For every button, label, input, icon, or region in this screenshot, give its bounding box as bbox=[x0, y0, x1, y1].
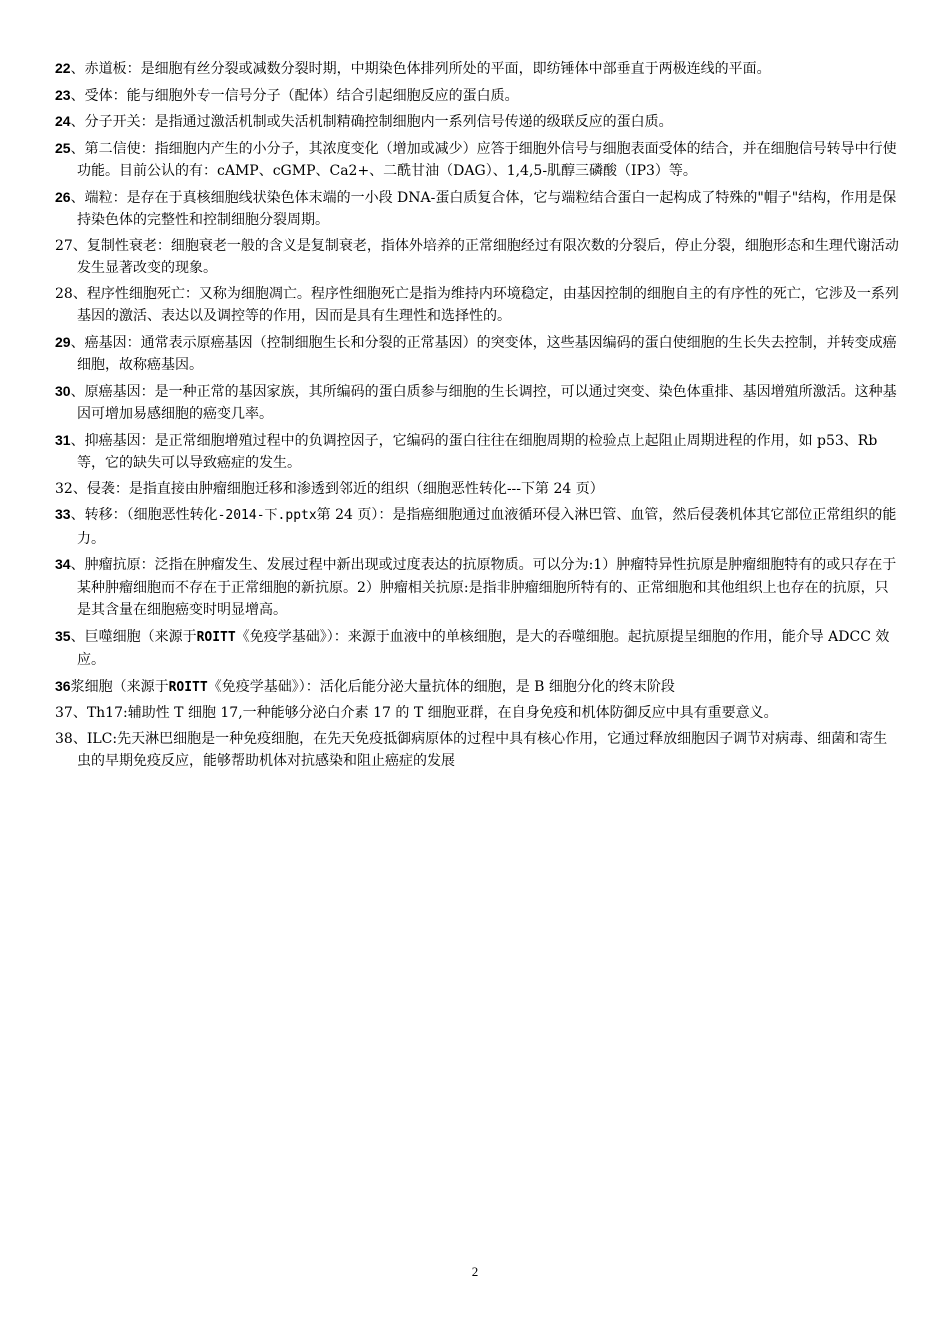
entry-number: 38 bbox=[55, 730, 73, 747]
definition-entry-23 bbox=[55, 84, 900, 108]
definition-entry-36 bbox=[55, 675, 900, 700]
entry-number: 28 bbox=[55, 285, 73, 302]
definition-entry-29 bbox=[55, 331, 900, 377]
entry-text: 《免疫学基础》）：活化后能分泌大量抗体的细胞，是 B 细胞分化的终末阶段 bbox=[207, 678, 675, 695]
definition-entry-22 bbox=[55, 57, 900, 81]
entry-number: 36 bbox=[55, 677, 71, 694]
definition-entry-30 bbox=[55, 380, 900, 426]
entry-number: 31 bbox=[55, 431, 71, 448]
entry-number: 23 bbox=[55, 86, 71, 103]
entry-text: 、Th17:辅助性 T 细胞 17,一种能够分泌白介素 17 的 T 细胞亚群，在自身免疫和机体防御反应中具有重要意义。 bbox=[72, 705, 778, 721]
definition-entry-35 bbox=[55, 625, 900, 672]
entry-text: 、赤道板：是细胞有丝分裂或减数分裂时期，中期染色体排列所处的平面，即纺锤体中部垂直于两极连线的平面。 bbox=[70, 61, 771, 77]
entry-text: 、巨噬细胞（来源于 bbox=[70, 628, 197, 645]
entry-text: 、第二信使：指细胞内产生的小分子，其浓度变化（增加或减少）应答于细胞外信号与细胞表面受体的结合，并在细胞信号转导中行使功能。目前公认的有：cAMP、cGMP、Ca2+、二酰甘油（DAG）、1,4,5-肌醇三磷酸（IP3）等。 bbox=[70, 140, 897, 179]
entry-text: 、原癌基因：是一种正常的基因家族，其所编码的蛋白质参与细胞的生长调控，可以通过突变、染色体重排、基因增殖所激活。这种基因可增加易感细胞的癌变几率。 bbox=[70, 383, 897, 422]
entry-number: 24 bbox=[55, 113, 71, 129]
entry-number: 26 bbox=[55, 188, 71, 205]
entry-source: ROITT bbox=[196, 629, 236, 645]
definition-entry-32 bbox=[55, 478, 900, 501]
definition-entry-27 bbox=[55, 235, 900, 280]
entry-number: 30 bbox=[55, 382, 71, 399]
entry-text: 浆细胞（来源于 bbox=[70, 678, 169, 695]
definition-entry-31 bbox=[55, 429, 900, 475]
definition-entry-38 bbox=[55, 728, 900, 773]
entry-text: 、程序性细胞死亡：又称为细胞凋亡。程序性细胞死亡是指为维持内环境稳定，由基因控制的细胞自主的有序性的死亡，它涉及一系列基因的激活、表达以及调控等的作用，因而是具有生理性和选择性的。 bbox=[72, 285, 899, 324]
definition-entry-26 bbox=[55, 186, 900, 232]
entry-text: 、受体：能与细胞外专一信号分子（配体）结合引起细胞反应的蛋白质。 bbox=[70, 87, 519, 104]
entry-number: 29 bbox=[55, 333, 71, 350]
definition-entry-24 bbox=[55, 110, 900, 134]
entry-number: 35 bbox=[55, 627, 71, 644]
entry-text: 、侵袭：是指直接由肿瘤细胞迁移和渗透到邻近的组织（细胞恶性转化---下第 24 页） bbox=[72, 480, 604, 497]
entry-text: 、转移：（细胞恶性转化 bbox=[70, 507, 218, 523]
document-body bbox=[55, 57, 900, 776]
entry-number: 37 bbox=[55, 705, 73, 721]
definition-entry-34 bbox=[55, 553, 900, 622]
entry-filename: -2014-下.pptx bbox=[217, 508, 317, 523]
entry-number: 32 bbox=[55, 480, 73, 497]
entry-text: 、癌基因：通常表示原癌基因（控制细胞生长和分裂的正常基因）的突变体，这些基因编码的蛋白使细胞的生长失去控制，并转变成癌细胞，故称癌基因。 bbox=[70, 334, 897, 373]
entry-text: 、肿瘤抗原：泛指在肿瘤发生、发展过程中新出现或过度表达的抗原物质。可以分为:1）肿瘤特异性抗原是肿瘤细胞特有的或只存在于某种肿瘤细胞而不存在于正常细胞的新抗原。2）肿瘤相关抗原:是指非肿瘤细胞所特有的、正常细胞和其他组织上也存在的抗原，只是其含量在细胞癌变时明显增高。 bbox=[70, 557, 897, 618]
entry-text: 、抑癌基因：是正常细胞增殖过程中的负调控因子，它编码的蛋白往往在细胞周期的检验点上起阻止周期进程的作用，如 p53、Rb 等，它的缺失可以导致癌症的发生。 bbox=[70, 432, 878, 471]
entry-number: 22 bbox=[55, 60, 71, 76]
entry-number: 33 bbox=[55, 506, 71, 522]
entry-text: 、分子开关：是指通过激活机制或失活机制精确控制细胞内一系列信号传递的级联反应的蛋白质。 bbox=[70, 114, 673, 130]
page-number: 2 bbox=[471, 1264, 479, 1279]
entry-number: 34 bbox=[55, 556, 71, 572]
entry-number: 25 bbox=[55, 139, 71, 156]
definition-entry-25 bbox=[55, 137, 900, 183]
entry-source: ROITT bbox=[168, 679, 208, 695]
definition-entry-33 bbox=[55, 503, 900, 550]
entry-text: 《免疫学基础》）：来源于血液中的单核细胞，是大的吞噬细胞。起抗原提呈细胞的作用，能介导 ADCC 效应。 bbox=[77, 628, 890, 668]
entry-text: 、复制性衰老：细胞衰老一般的含义是复制衰老，指体外培养的正常细胞经过有限次数的分裂后，停止分裂，细胞形态和生理代谢活动发生显著改变的现象。 bbox=[72, 237, 899, 276]
entry-text: 第 24 页）：是指癌细胞通过血液循环侵入淋巴管、血管，然后侵袭机体其它部位正常组织的能力。 bbox=[77, 507, 897, 547]
definition-entry-28 bbox=[55, 283, 900, 328]
entry-text: 、ILC:先天淋巴细胞是一种免疫细胞，在先天免疫抵御病原体的过程中具有核心作用，它通过释放细胞因子调节对病毒、细菌和寄生虫的早期免疫反应，能够帮助机体对抗感染和阻止癌症的发展 bbox=[72, 730, 888, 769]
definition-entry-37 bbox=[55, 702, 900, 725]
entry-text: 、端粒：是存在于真核细胞线状染色体末端的一小段 DNA-蛋白质复合体，它与端粒结合蛋白一起构成了特殊的"帽子"结构，作用是保持染色体的完整性和控制细胞分裂周期。 bbox=[70, 189, 897, 228]
entry-number: 27 bbox=[55, 237, 73, 254]
